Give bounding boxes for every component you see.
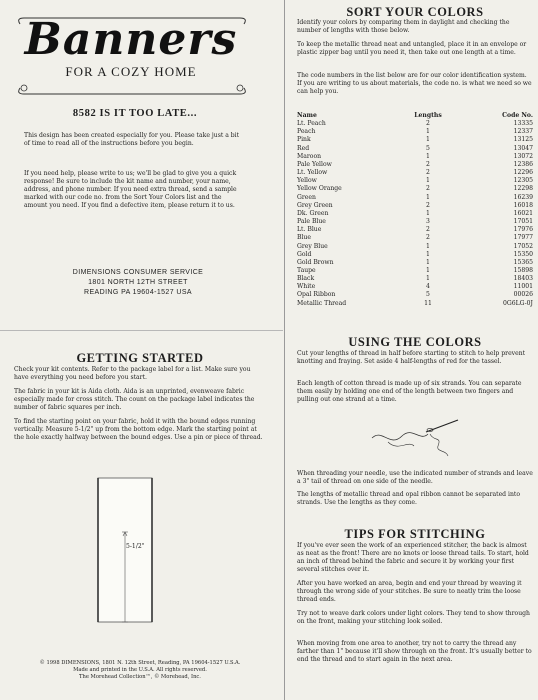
color-code-cell: 00026: [513, 291, 533, 299]
sort-colors-heading: SORT YOUR COLORS: [346, 5, 484, 19]
column-divider: [284, 0, 285, 700]
getting-started-paragraph-1: Check your kit contents. Refer to the package label for a list. Make sure you have everything you need before you start.: [14, 366, 251, 382]
color-code-cell: 18403: [513, 275, 533, 283]
color-lengths-cell: 2: [426, 120, 430, 128]
color-name-cell: Pale Yellow: [297, 160, 332, 168]
color-row: [297, 218, 533, 226]
sort-colors-paragraph-2: To keep the metallic thread neat and untangled, place it in an envelope or plastic zipper bag until you need it, then take out one length at a time.: [297, 41, 527, 57]
color-code-cell: 16239: [513, 193, 533, 201]
color-row: [297, 128, 533, 136]
color-row: [297, 185, 533, 193]
color-lengths-cell: 1: [426, 177, 430, 185]
color-lengths-cell: 2: [426, 226, 430, 234]
color-row: [297, 177, 533, 185]
address-line: READING PA 19604-1527 USA: [84, 289, 192, 296]
color-name-cell: Gold: [297, 250, 312, 258]
color-name-cell: Yellow: [297, 177, 317, 185]
color-lengths-cell: 2: [426, 169, 430, 177]
footer-line: Made and printed in the U.S.A. All rights reserved.: [73, 667, 207, 674]
color-row: [297, 120, 533, 128]
color-code-cell: 12296: [513, 169, 533, 177]
color-name-cell: Yellow Orange: [297, 185, 342, 193]
logo-title: Banners: [24, 14, 238, 65]
footer-line: © 1998 DIMENSIONS, 1801 N. 12th Street, Reading, PA 19604-1527 U.S.A.: [39, 660, 241, 666]
color-lengths-cell: 1: [426, 258, 430, 266]
color-code-cell: 13125: [513, 136, 533, 144]
color-lengths-cell: 2: [426, 185, 430, 193]
tips-paragraph-3: Try not to weave dark colors under light colors. They tend to show through on the front, making your stitching look soiled.: [297, 610, 530, 626]
color-row: [297, 153, 533, 161]
color-code-cell: 13335: [513, 120, 533, 128]
color-lengths-cell: 1: [426, 250, 430, 258]
using-colors-paragraph-3: When threading your needle, use the indicated number of strands and leave a 3" tail of thread on one side of the needle.: [297, 470, 533, 486]
tips-paragraph-4: When moving from one area to another, try not to carry the thread any farther than 1" because it'll show through on the front. It's usually better to end the thread and to start again in the next area.: [297, 640, 532, 664]
color-row: [297, 291, 533, 299]
color-name-cell: Black: [297, 275, 315, 283]
color-table-body: [297, 120, 533, 308]
footer-line: The Morehead Collection™, © Morehead, Inc.: [79, 674, 201, 681]
intro-paragraph-1: This design has been created especially for you. Please take just a bit of time to read all of the instructions before you begin.: [24, 132, 240, 148]
using-colors-heading: USING THE COLORS: [348, 335, 482, 349]
color-name-cell: White: [297, 283, 316, 291]
color-row: [297, 275, 533, 283]
color-name-cell: Peach: [297, 128, 316, 136]
color-code-cell: 15350: [513, 250, 533, 258]
getting-started-paragraph-2: The fabric in your kit is Aida cloth. Aida is an unprinted, evenweave fabric especially made for cross stitch. The count on the package label indicates the number of fabric squares per inch.: [14, 388, 255, 412]
color-row: [297, 251, 533, 259]
color-row: [297, 226, 533, 234]
color-row: [297, 243, 533, 251]
color-name-cell: Lt. Blue: [297, 226, 322, 234]
color-row: [297, 145, 533, 153]
color-name-cell: Lt. Yellow: [297, 169, 328, 177]
using-colors-paragraph-1: Cut your lengths of thread in half before starting to stitch to help prevent knotting and fraying. Set aside 4 half-lengths of red for the tassel.: [297, 350, 526, 366]
address-line: DIMENSIONS CONSUMER SERVICE: [72, 269, 204, 276]
tips-paragraph-2: After you have worked an area, begin and end your thread by weaving it through the wrong side of your stitches. Be sure to neatly trim the loose thread ends.: [297, 580, 522, 604]
color-code-cell: 17976: [513, 226, 533, 234]
color-code-cell: 11001: [513, 283, 533, 291]
color-code-cell: 13072: [513, 152, 533, 160]
color-name-cell: Pink: [297, 136, 311, 144]
color-name-cell: Dk. Green: [297, 209, 329, 217]
logo-tagline: FOR A COZY HOME: [65, 64, 197, 79]
intro-heading: 8582 IS IT TOO LATE...: [72, 108, 198, 119]
color-name-cell: Lt. Peach: [297, 120, 326, 128]
using-colors-paragraph-2: Each length of cotton thread is made up of six strands. You can separate them easily by holding one end of the length between two fingers and pulling out one strand at a time.: [297, 380, 522, 404]
color-name-cell: Metallic Thread: [297, 299, 347, 307]
color-table: [297, 112, 533, 308]
color-lengths-cell: 2: [426, 201, 430, 209]
color-name-cell: Grey Blue: [297, 242, 328, 250]
tips-paragraph-1: If you've ever seen the work of an experienced stitcher, the back is almost as neat as the front! There are no knots or loose thread tails. To start, hold an inch of thread behind the fabric and secure it by working your first several stitches over it.: [297, 542, 529, 574]
color-code-cell: 16018: [513, 201, 533, 209]
color-name-cell: Grey Green: [297, 201, 333, 209]
getting-started-heading: GETTING STARTED: [76, 351, 204, 365]
sort-colors-paragraph-3: The code numbers in the list below are for our color identification system. If you are writing to us about materials, the code no. is what we need so we can help you.: [297, 72, 532, 96]
using-colors-paragraph-4: The lengths of metallic thread and opal ribbon cannot be separated into strands. Use the lengths as they come.: [297, 491, 521, 507]
color-row: [297, 267, 533, 275]
column-header-code: Code No.: [502, 112, 533, 119]
color-table-header: [297, 112, 533, 120]
address-line: 1801 NORTH 12TH STREET: [88, 279, 188, 286]
color-name-cell: Pale Blue: [297, 218, 326, 226]
color-lengths-cell: 1: [426, 242, 430, 250]
color-lengths-cell: 2: [426, 234, 430, 242]
color-name-cell: Taupe: [297, 266, 316, 274]
color-code-cell: 13047: [513, 144, 533, 152]
copyright-footer: [14, 660, 266, 682]
color-lengths-cell: 1: [426, 152, 430, 160]
color-code-cell: 12386: [513, 160, 533, 168]
color-name-cell: Maroon: [297, 152, 322, 160]
color-code-cell: 12305: [513, 177, 533, 185]
color-row: [297, 169, 533, 177]
color-name-cell: Red: [297, 144, 310, 152]
fold-line: [0, 330, 283, 331]
color-code-cell: 12337: [513, 128, 533, 136]
measure-label: 5-1/2": [126, 543, 145, 550]
tips-heading: TIPS FOR STITCHING: [344, 527, 486, 541]
sort-colors-paragraph-1: Identify your colors by comparing them in daylight and checking the number of lengths with those below.: [297, 19, 510, 35]
color-code-cell: 17051: [513, 218, 533, 226]
color-lengths-cell: 11: [424, 299, 432, 307]
color-row: [297, 202, 533, 210]
column-header-name: Name: [297, 112, 317, 119]
color-name-cell: Green: [297, 193, 316, 201]
color-lengths-cell: 5: [426, 144, 430, 152]
color-lengths-cell: 1: [426, 275, 430, 283]
color-name-cell: Gold Brown: [297, 258, 334, 266]
color-code-cell: 0G6LG-0J: [502, 299, 533, 307]
color-lengths-cell: 1: [426, 266, 430, 274]
consumer-service-address: [18, 268, 258, 298]
color-lengths-cell: 1: [426, 209, 430, 217]
color-code-cell: 12298: [513, 185, 533, 193]
color-name-cell: Blue: [297, 234, 311, 242]
color-row: [297, 161, 533, 169]
color-row: [297, 194, 533, 202]
getting-started-paragraph-3: To find the starting point on your fabric, hold it with the bound edges running vertically. Measure 5-1/2" up from the bottom edge. Mark the starting point at the hole exactly halfway between the bound edges. Use a pin or piece of thread.: [14, 418, 263, 442]
color-code-cell: 16021: [513, 209, 533, 217]
intro-paragraph-2: If you need help, please write to us; we'll be glad to give you a quick response! Be sure to include the kit name and number, your name, address, and phone number. If you need extra thread, send a sample marked with our code no. from the Sort Your Colors list and the amount you need. If you find a defective item, please return it to us.: [24, 170, 237, 210]
color-row: [297, 259, 533, 267]
color-row: [297, 283, 533, 291]
color-code-cell: 15898: [513, 266, 533, 274]
color-lengths-cell: 3: [426, 218, 430, 226]
color-code-cell: 15365: [513, 258, 533, 266]
color-row: [297, 300, 533, 308]
color-lengths-cell: 1: [426, 136, 430, 144]
color-lengths-cell: 2: [426, 160, 430, 168]
needle-thread-illustration: [368, 412, 464, 462]
column-header-lengths: Lengths: [414, 112, 442, 119]
color-lengths-cell: 4: [426, 283, 430, 291]
color-row: [297, 136, 533, 144]
color-lengths-cell: 1: [426, 193, 430, 201]
color-row: [297, 210, 533, 218]
color-lengths-cell: 1: [426, 128, 430, 136]
color-row: [297, 234, 533, 242]
color-code-cell: 17977: [513, 234, 533, 242]
color-name-cell: Opal Ribbon: [297, 291, 336, 299]
color-lengths-cell: 5: [426, 291, 430, 299]
color-code-cell: 17052: [513, 242, 533, 250]
